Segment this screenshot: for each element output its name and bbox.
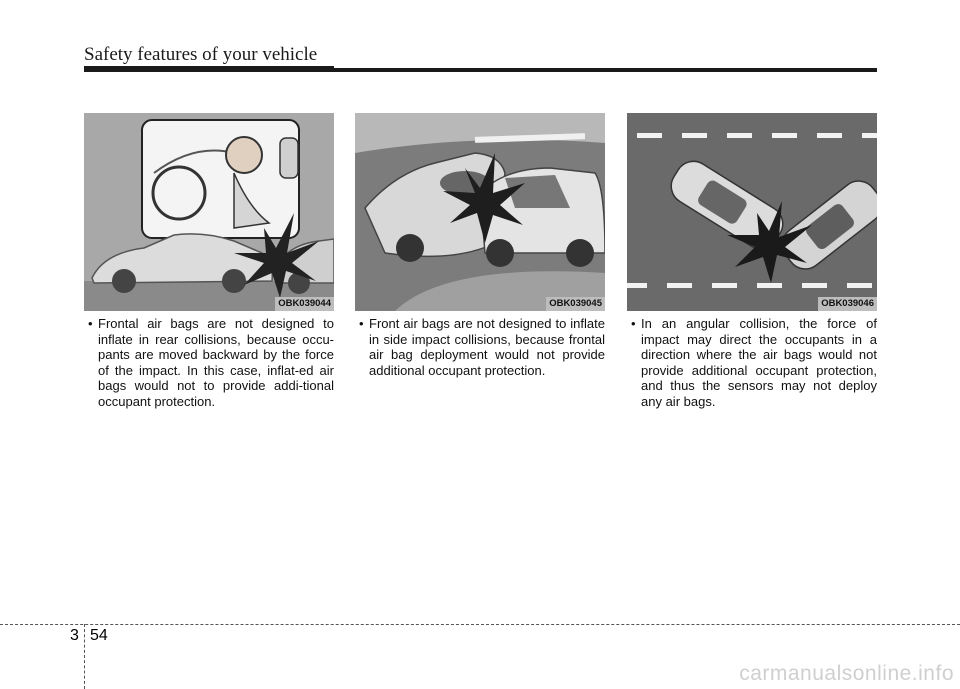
header-rule: [84, 68, 877, 72]
paragraph-rear-collision: [82, 316, 334, 409]
paragraph-side-impact: [353, 316, 605, 378]
footer-vertical-divider: [84, 624, 85, 689]
footer-divider: [0, 624, 960, 625]
paragraph-angular-collision: [625, 316, 877, 409]
bullet: •: [88, 316, 93, 331]
figure-code: OBK039044: [275, 297, 334, 311]
figure-code: OBK039045: [546, 297, 605, 311]
figure-rear-collision: [84, 113, 334, 311]
figure-angular-collision: [627, 113, 877, 311]
page-header-title: Safety features of your vehicle: [84, 44, 318, 65]
rear-collision-illustration-icon: [84, 113, 334, 311]
bullet: •: [631, 316, 636, 331]
figure-code: OBK039046: [818, 297, 877, 311]
figure-side-impact: [355, 113, 605, 311]
paragraph-text: Front air bags are not designed to inflate in side impact collisions, because frontal air bag deployment would not provide additional occupant protection.: [369, 316, 605, 378]
paragraph-text: Frontal air bags are not designed to inflate in rear collisions, because occu-pants are moved backward by the force of the impact. In this case, inflat-ed air bags would not to provide addi-tional occupant protection.: [98, 316, 334, 409]
section-number: 3: [70, 627, 79, 644]
paragraph-text: In an angular collision, the force of impact may direct the occupants in a direction where the air bags would not provide additional occupant protection, and thus the sensors may not deploy any air bags.: [641, 316, 877, 409]
angular-collision-illustration-icon: [627, 113, 877, 311]
watermark: carmanualsonline.info: [739, 662, 954, 685]
page-number: 54: [90, 627, 108, 644]
bullet: •: [359, 316, 364, 331]
side-impact-illustration-icon: [355, 113, 605, 311]
